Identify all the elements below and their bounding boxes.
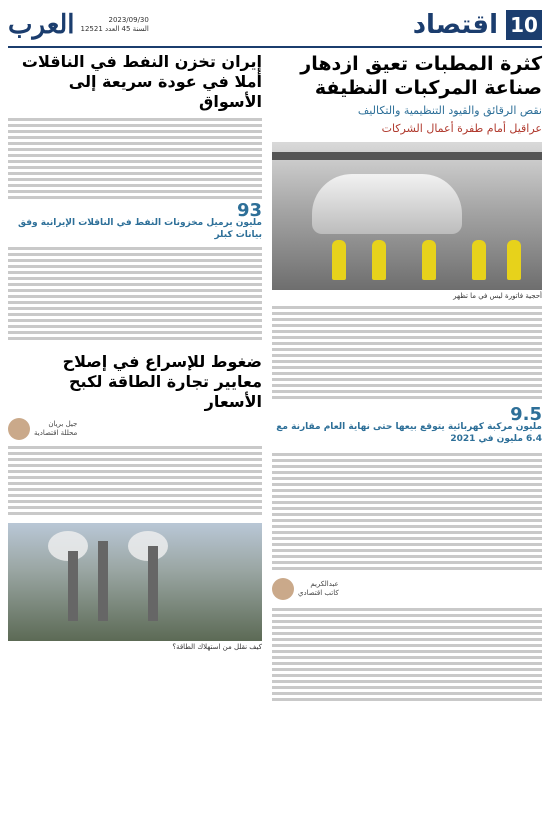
energy-headline-line-2: معايير تجارة الطاقة لكبح الأسعار [69, 372, 262, 411]
factory-photo [272, 142, 542, 290]
worker-figure [372, 240, 386, 280]
author-role: محللة اقتصادية [34, 429, 78, 437]
author-role: كاتب اقتصادي [298, 589, 339, 597]
section-header [413, 10, 542, 40]
pull-number: 93 [236, 200, 262, 221]
issue-info [81, 16, 149, 34]
energy-body-text [8, 446, 262, 515]
author-byline-right [272, 578, 542, 600]
chimney-shape [68, 551, 78, 621]
author-name: عبدالكريم [310, 580, 339, 588]
main-subhead-2: عراقيل أمام طفرة أعمال الشركات [381, 122, 542, 135]
chimney-shape [148, 546, 158, 621]
car-shape [312, 174, 462, 234]
main-body-text [272, 306, 542, 399]
main-headline-line-1: كثرة المطبات تعيق ازدهار [300, 53, 542, 75]
energy-photo-caption: كيف نقلل من استهلاك الطاقة؟ [172, 643, 262, 651]
energy-article [8, 352, 262, 412]
pull-text: مليون برميل مخزونات النفط في الناقلات الإيرانية وفق بيانات كبلر [18, 218, 262, 240]
left-column [8, 52, 262, 651]
masthead [8, 6, 542, 44]
publication-info [8, 10, 149, 40]
main-body-text-3 [272, 608, 542, 701]
avatar [8, 418, 30, 440]
header-rule [8, 46, 542, 48]
main-body-text-2 [272, 453, 542, 570]
main-photo-caption: أحجية فاتورة ليس في ما تظهر [453, 292, 542, 300]
issue-number: السنة 45 العدد 12521 [80, 25, 149, 33]
factory-beam [272, 152, 542, 160]
iran-headline-line-2: أملا في عودة سريعة إلى الأسواق [68, 72, 262, 111]
author-name: جيل بريان [48, 420, 78, 428]
iran-headline-line-1: إيران تخزن النفط في الناقلات [21, 52, 262, 71]
worker-figure [472, 240, 486, 280]
avatar [272, 578, 294, 600]
pull-number: 9.5 [510, 404, 542, 425]
newspaper-logo: العرب [8, 10, 75, 40]
main-headline-line-2: صناعة المركبات النظيفة [314, 77, 542, 99]
page-number: 10 [506, 10, 542, 40]
iran-body-text-2 [8, 247, 262, 340]
worker-figure [507, 240, 521, 280]
chimney-shape [98, 541, 108, 621]
main-pull-quote [272, 404, 542, 445]
worker-figure [332, 240, 346, 280]
power-plant-photo [8, 523, 262, 641]
author-byline-left [8, 418, 262, 440]
section-title: اقتصاد [412, 10, 498, 40]
worker-figure [422, 240, 436, 280]
main-subhead-1: نقص الرقائق والقيود التنظيمية والتكاليف [357, 104, 542, 117]
iran-body-text [8, 118, 262, 199]
main-article [272, 52, 542, 701]
issue-date: 2023/09/30 [108, 16, 149, 24]
energy-headline-line-1: ضغوط للإسراع في إصلاح [62, 352, 262, 371]
pull-text: مليون مركبة كهربائية يتوقع بيعها حتى نهاية العام مقارنة مع 6.4 مليون في 2021 [276, 422, 542, 444]
iran-pull-quote [8, 200, 262, 241]
